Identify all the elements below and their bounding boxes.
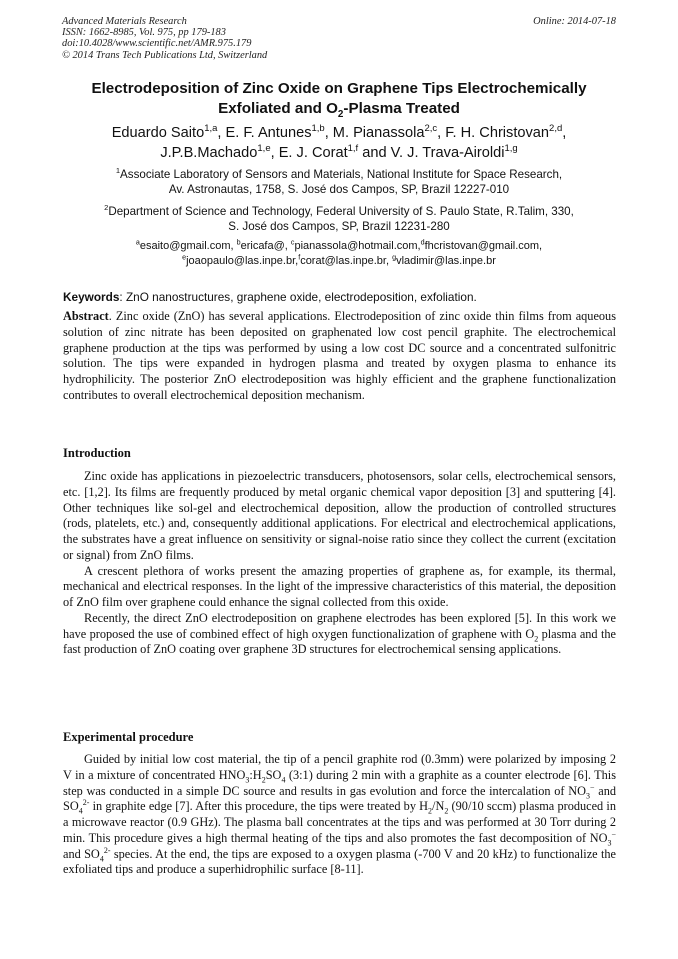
title-text: Exfoliated and O xyxy=(218,99,338,117)
affil-text: Department of Science and Technology, Federal University of S. Paulo State, R.Talim, 330, xyxy=(108,205,574,218)
paragraph: Zinc oxide has applications in piezoelectric transducers, photosensors, solar cells, electrochemical sensors, etc. [1,2]. Its films are frequently produced by metal organic chemical vapor deposition [3] and sputtering [4]. Other techniques like sol-gel and electrochemical deposition, allow the production of controlled structures (rods, platelets, etc.) and, consequently additional applications. For electrical and electrochemical applications, the substrates have a great influence on sensitivity or signal-noise ratio since they collect the current (excitation or signal) from ZnO films. xyxy=(63,469,616,562)
paragraph: A crescent plethora of works present the amazing properties of graphene as, for example, its thermal, mechanical and electrical responses. In the light of the impressive characteristics of this material, the deposition of ZnO film over graphene could enhance the signal collected from this oxide. xyxy=(63,563,616,609)
affiliation-1 xyxy=(40,167,638,197)
affil-marker: 1 xyxy=(115,166,121,176)
experimental-body xyxy=(63,752,616,878)
paragraph: Recently, the direct ZnO electrodeposition on graphene electrodes has been explored [5]. In this work we have proposed the use of combined effect of high oxygen functionalization of graphene with $O_2$ plasma and the fast production of ZnO coating over graphene 3D structures for electrochemical sensing applications. xyxy=(63,610,616,657)
paragraph: Guided by initial low cost material, the tip of a pencil graphite rod (0.3mm) were polarized by imposing 2 V in a mixture of concentrated $HNO_3:H_2SO_4$ (3:1) during 2 min with a graphite as a counter electrode [6]. This step was conducted in a simple DC source and results in gas evolution and force the intercalation of $NO_3^-$ and $SO_4^{2-}$ in graphite edge [7]. After this procedure, the tips were treated by $H_2/N_2$ (90/10 sccm) plasma produced in a microwave reactor (0.9 GHz). The plasma ball concentrates at the tips and was performed at 30 Torr during 2 min. This procedure gives a high thermal heating of the tips and also promotes the fast decomposition of $NO_3^-$ and $SO_4^{2-}$ species. At the end, the tips are exposed to a oxygen plasma (-700 V and 20 kHz) to functionalize the exfoliated tips and produce a superhidrophilic surface [8-11]. xyxy=(63,752,616,877)
author-affil: 1,e xyxy=(257,142,271,154)
experimental-heading: Experimental procedure xyxy=(63,730,194,744)
keywords-label: Keywords xyxy=(63,290,120,304)
author-name: J.P.B.Machado xyxy=(160,144,258,161)
introduction-heading: Introduction xyxy=(63,446,131,460)
author-affil: 2,d xyxy=(549,123,563,135)
author-name: M. Pianassola xyxy=(332,125,425,141)
journal-header xyxy=(62,16,616,61)
introduction-body xyxy=(63,469,616,658)
author-name: Eduardo Saito xyxy=(111,125,205,141)
author-name: E. J. Corat xyxy=(278,144,348,161)
email-link[interactable]: esaito@gmail.com, xyxy=(139,240,237,252)
author-list: Eduardo Saito$^{1,a}$, E. F. Antunes$^{1,b}$, M. Pianassola$^{2,c}$, F. H. Christovan$^{2,d}$, J.P.B.Machado$^{1,e}$, E. J. Corat$^{1,f}$ and V. J. Trava-Airoldi$^{1,g}$ xyxy=(111,123,567,161)
email-list: $^a$esaito@gmail.com, $^b$ericafa@, $^c$pianassola@hotmail.com,$^d$fhcristovan@gmail.com, $^e$joaopaulo@las.inpe.br,$^f$corat@las.inpe.br, $^g$vladimir@las.inpe.br xyxy=(135,238,543,267)
abstract-label: Abstract xyxy=(63,309,109,323)
title-text: -Plasma Treated xyxy=(343,99,460,117)
journal-issn: ISSN: 1662-8985, Vol. 975, pp 179-183 xyxy=(62,27,226,39)
abstract xyxy=(63,309,616,404)
journal-copyright: © 2014 Trans Tech Publications Ltd, Switzerland xyxy=(62,49,268,61)
affil-text: S. José dos Campos, SP, Brazil 12231-280 xyxy=(228,220,450,233)
author-name: F. H. Christovan xyxy=(445,125,550,141)
email-link[interactable]: ericafa@, xyxy=(240,240,291,252)
email-link[interactable]: pianassola@hotmail.com, xyxy=(294,240,421,252)
abstract-text: . Zinc oxide (ZnO) has several applications. Electrodeposition of zinc oxide thin films from aqueous solution of zinc nitrate has been deposited on graphenated low cost pencil graphite. The electrochemical graphene production at the tips was performed by using a low cost DC source and a concentrated sulfonitric solution. The tips were expanded in hydrogen plasma and treated by oxygen plasma to enhance its hydrophilicity. The posterior ZnO electrodeposition was highly efficient and the graphene functionalization contributes to overall electrochemical deposition mechanism. xyxy=(63,309,616,402)
author-affil: 1,f xyxy=(347,142,359,154)
author-affil: 1,a xyxy=(204,123,218,135)
affil-text: Associate Laboratory of Sensors and Materials, National Institute for Space Research, xyxy=(120,168,563,181)
email-link[interactable]: fhcristovan@gmail.com, xyxy=(424,240,543,252)
journal-doi: doi:10.4028/www.scientific.net/AMR.975.179 xyxy=(62,38,252,50)
author-affil: 1,g xyxy=(504,142,518,154)
author-affil: 2,c xyxy=(424,123,438,135)
title-line-1: Electrodeposition of Zinc Oxide on Graphene Tips Electrochemically xyxy=(91,80,587,97)
email-link[interactable]: vladimir@las.inpe.br xyxy=(396,254,496,267)
keywords xyxy=(63,290,616,305)
affiliation-2 xyxy=(40,204,638,234)
paper-title xyxy=(40,79,638,118)
journal-name: Advanced Materials Research xyxy=(62,16,187,27)
title-line-2 xyxy=(40,99,638,119)
affil-marker: 2 xyxy=(104,203,109,213)
keywords-text: : ZnO nanostructures, graphene oxide, electrodeposition, exfoliation. xyxy=(119,290,477,304)
author-name: V. J. Trava-Airoldi xyxy=(390,144,505,161)
author-name: E. F. Antunes xyxy=(225,125,312,141)
email-link[interactable]: corat@las.inpe.br, xyxy=(300,254,393,267)
email-link[interactable]: joaopaulo@las.inpe.br, xyxy=(186,254,299,267)
title-subscript: 2 xyxy=(337,108,344,120)
affil-text: Av. Astronautas, 1758, S. José dos Campos, SP, Brazil 12227-010 xyxy=(168,183,510,196)
online-date: Online: 2014-07-18 xyxy=(533,16,616,27)
author-affil: 1,b xyxy=(311,123,325,135)
